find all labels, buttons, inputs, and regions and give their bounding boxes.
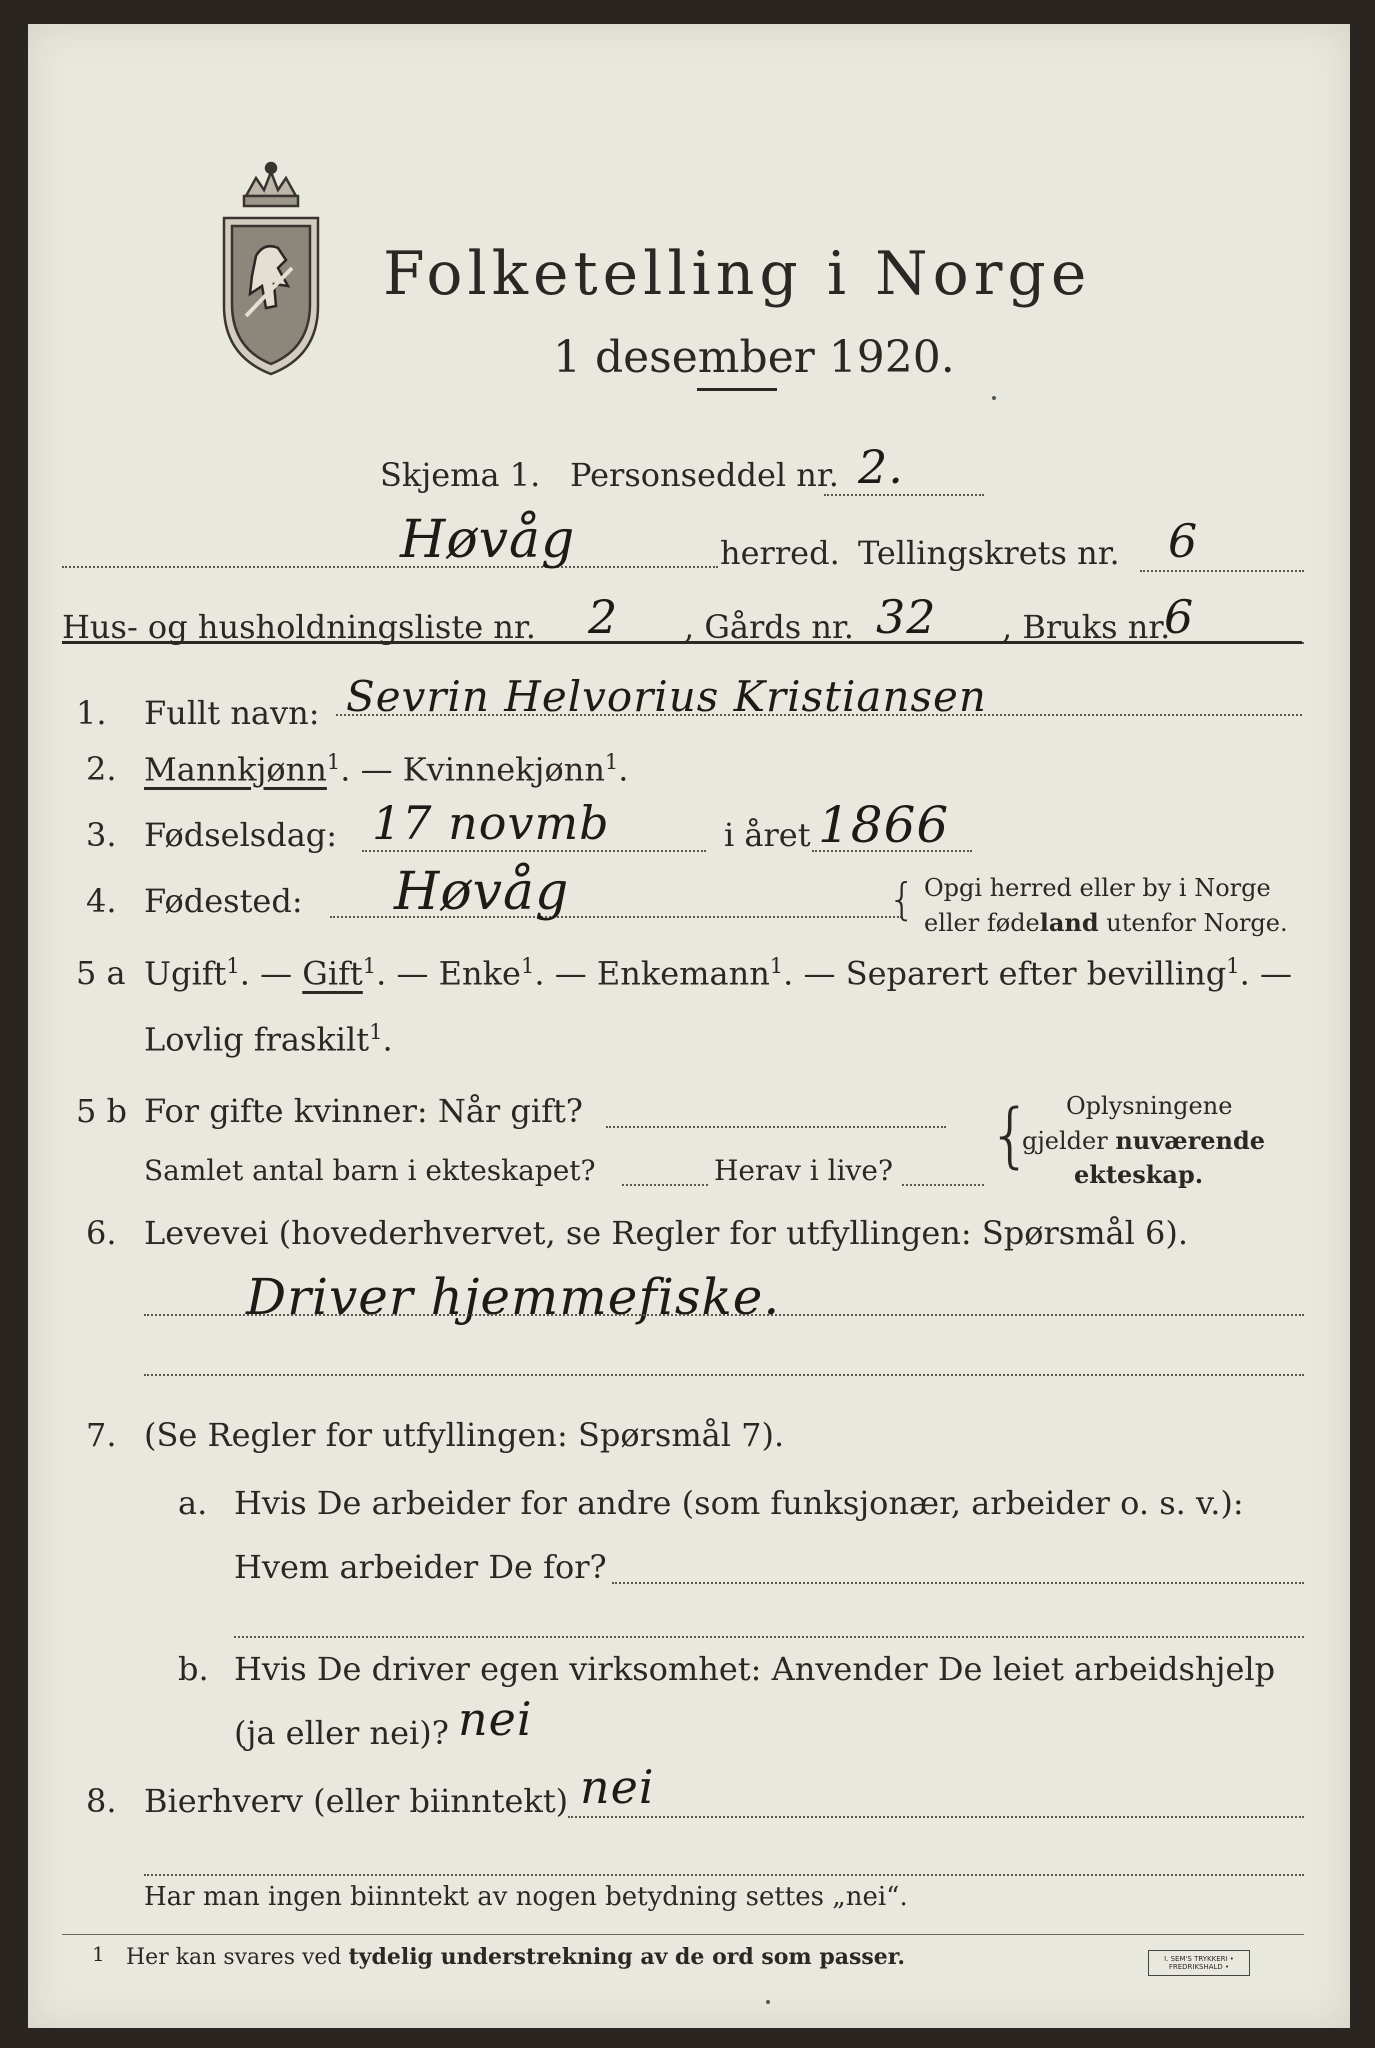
q5a-gift: Gift [302,954,363,993]
q6-dotted-line-2 [144,1374,1304,1376]
q3-birth-year: 1866 [818,796,950,854]
q4-note-bold: land [1039,908,1099,937]
q4-note-post: utenfor Norge. [1098,909,1288,937]
q6-occupation: Driver hjemmefiske. [246,1268,781,1326]
q4-note-brace: { [888,874,916,925]
husliste-value: 2 [588,590,619,644]
ink-dot [766,2000,770,2004]
q5a-footnote-ref: 1 [226,954,240,978]
footnote-number: 1 [92,1942,105,1966]
herred-dotted-line [62,566,718,568]
q8-answer: nei [580,1760,655,1814]
q6-dotted-line-1 [144,1314,1304,1316]
q5b-note-line2 [1022,1126,1265,1155]
herred-label: herred. [720,534,840,572]
q2-male-option: Mannkjønn [144,750,327,789]
census-date: 1 desember 1920. [553,332,955,383]
footnote-bold: tydelig understrekning av de ord som passer. [348,1944,906,1970]
q2-period: . [618,750,629,789]
q5b-note-pre: gjelder [1022,1127,1116,1155]
footnote-separator [62,1934,1304,1935]
tellingskrets-label: Tellingskrets nr. [858,534,1120,572]
q5a-line2 [144,1020,393,1059]
personseddel-dotted-line [824,494,984,496]
q8-label: Bierhverv (eller biinntekt) [144,1782,569,1820]
personseddel-label: Personseddel nr. [570,456,839,494]
q4-note-pre: eller føde [924,909,1040,937]
q5a-enke: . — Enke [376,954,521,993]
q4-note-line2 [924,908,1288,937]
skjema-label: Skjema 1. [380,456,541,494]
footer-note: Har man ingen biinntekt av nogen betydning settes „nei“. [144,1882,908,1912]
q8-dotted-line-2 [144,1874,1304,1876]
title-divider [697,388,777,391]
q5a-fraskilt-period: . [382,1020,393,1059]
q7-number: 7. [86,1416,117,1454]
q2-dash: . — [340,750,403,789]
q8-number: 8. [86,1782,117,1820]
q1-full-name: Sevrin Helvorius Kristiansen [346,672,987,721]
q6-label: Levevei (hovederhvervet, se Regler for utfyllingen: Spørsmål 6). [144,1214,1189,1252]
q5b-note-line1: Oplysningene [1066,1092,1233,1120]
q5a-footnote-ref: 1 [769,954,784,978]
q5a-footnote-ref: 1 [369,1020,383,1044]
q5b-note-line3: ekteskap. [1074,1160,1204,1189]
gards-value: 32 [876,590,937,644]
q4-number: 4. [86,882,117,920]
q4-birthplace: Høvåg [394,862,570,922]
tellingskrets-value: 6 [1168,514,1199,568]
q7-label: (Se Regler for utfyllingen: Spørsmål 7). [144,1416,785,1454]
q3-birthdate: 17 novmb [372,796,610,850]
q2-options [144,750,628,789]
q1-label: Fullt navn: [144,694,320,732]
q5a-fraskilt: Lovlig fraskilt [144,1020,370,1059]
q5b-live-dotted-line [902,1184,984,1186]
q6-number: 6. [86,1214,117,1252]
printer-stamp: I. SEM'S TRYKKERI • FREDRIKSHALD • [1148,1950,1250,1976]
q1-number: 1. [76,694,107,732]
q7b-line2: (ja eller nei)? [234,1714,449,1752]
husliste-label: Hus- og husholdningsliste nr. [62,608,536,646]
q2-number: 2. [86,750,117,788]
coat-of-arms-icon [216,156,326,378]
q5a-footnote-ref: 1 [362,954,377,978]
q3-label: Fødselsdag: [144,816,338,854]
q7a-line2: Hvem arbeider De for? [234,1548,607,1586]
q5b-line1: For gifte kvinner: Når gift? [144,1092,583,1130]
q5a-separert: . — Separert efter bevilling [783,954,1227,993]
bruks-label: , Bruks nr. [1002,608,1171,646]
q3-number: 3. [86,816,117,854]
tellingskrets-dotted-line [1140,570,1304,572]
q5b-note-brace: { [988,1094,1033,1176]
q3-year-label: i året [724,816,811,854]
ink-dot [992,396,996,400]
herred-value: Høvåg [400,510,576,570]
q2-female-option: Kvinnekjønn [402,750,605,789]
q5a-footnote-ref: 1 [520,954,535,978]
q7a-dotted-line-2 [234,1636,1304,1638]
q5a-footnote-ref: 1 [1226,954,1240,978]
q5b-barn-dotted-line [622,1184,708,1186]
q5a-sep1: . — [239,954,303,993]
header-separator [62,641,1302,644]
q5a-ugift: Ugift [144,954,227,993]
q5a-enkemann: . — Enkemann [534,954,770,993]
q5a-options [144,954,1292,993]
q4-label: Fødested: [144,882,303,920]
q2-footnote-ref: 1 [326,750,341,774]
q7b-answer: nei [458,1692,533,1746]
q7a-line1: Hvis De arbeider for andre (som funksjonær, arbeider o. s. v.): [234,1484,1244,1522]
q7b-line1: Hvis De driver egen virksomhet: Anvender De leiet arbeidshjelp [234,1650,1276,1688]
footnote-text [126,1944,905,1970]
bruks-value: 6 [1164,590,1195,644]
q7a-dotted-line [612,1582,1304,1584]
q5b-number: 5 b [76,1092,128,1130]
q2-footnote-ref: 1 [604,750,619,774]
q4-note-line1: Opgi herred eller by i Norge [924,874,1271,902]
form-title: Folketelling i Norge [383,239,1092,309]
q5b-note-bold: nuværende [1115,1126,1266,1155]
q5a-end: . — [1239,954,1292,993]
census-form-sheet [28,24,1350,2028]
q8-dotted-line [568,1816,1304,1818]
footnote-pre: Her kan svares ved [126,1945,349,1970]
q7b-letter: b. [178,1650,209,1688]
q5b-line2b: Herav i live? [714,1154,893,1187]
q3-dotted-line [362,850,706,852]
q5a-number: 5 a [76,954,126,992]
q5b-gift-dotted-line [606,1126,946,1128]
personseddel-value: 2. [858,440,904,494]
q7a-letter: a. [178,1484,208,1522]
gards-label: , Gårds nr. [684,608,854,646]
q5b-line2a: Samlet antal barn i ekteskapet? [144,1154,596,1187]
